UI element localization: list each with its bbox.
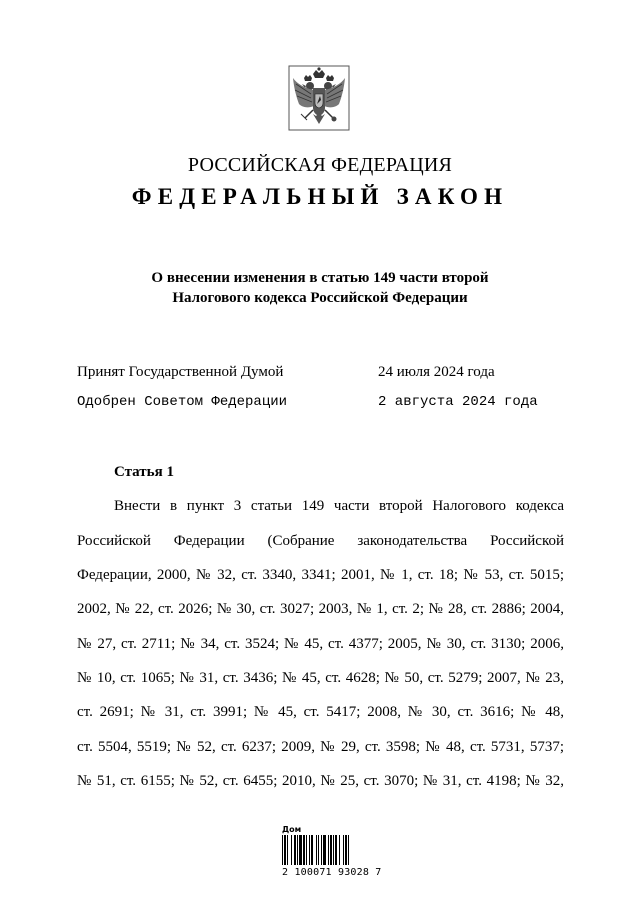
article-body-line: Внести в пункт 3 статьи 149 части второй Налогового кодекса: [114, 498, 564, 514]
barcode-top-label: Дом: [282, 825, 302, 834]
article-body-line: № 51, ст. 6155; № 52, ст. 6455; 2010, № 25, ст. 3070; № 31, ст. 4198; № 32,: [77, 773, 564, 789]
article-body-line: № 27, ст. 2711; № 34, ст. 3524; № 45, ст. 4377; 2005, № 30, ст. 3130; 2006,: [77, 636, 564, 652]
barcode: [282, 825, 382, 880]
article-body-line: ст. 2691; № 31, ст. 3991; № 45, ст. 5417; 2008, № 30, ст. 3616; № 48,: [77, 704, 564, 720]
article-body-line: Российской Федерации (Собрание законодательства Российской: [77, 533, 564, 549]
article-body-line: № 10, ст. 1065; № 31, ст. 3436; № 45, ст. 4628; № 50, ст. 5279; 2007, № 23,: [77, 670, 564, 686]
duma-adoption-date: 24 июля 2024 года: [378, 364, 495, 380]
barcode-bars-icon: [282, 835, 376, 865]
duma-adoption-label: Принят Государственной Думой: [77, 364, 284, 380]
law-subject-line: Налогового кодекса Российской Федерации: [172, 290, 468, 306]
country-title: РОССИЙСКАЯ ФЕДЕРАЦИЯ: [187, 154, 453, 176]
council-approval-date: 2 августа 2024 года: [378, 394, 538, 410]
article-body-line: ст. 5504, 5519; № 52, ст. 6237; 2009, № 29, ст. 3598; № 48, ст. 5731, 5737;: [77, 739, 564, 755]
article-body-line: 2002, № 22, ст. 2026; № 30, ст. 3027; 2003, № 1, ст. 2; № 28, ст. 2886; 2004,: [77, 601, 564, 617]
law-subject: [0, 268, 640, 308]
barcode-number: 2 100071 93028 7: [282, 867, 382, 878]
document-type-title: ФЕДЕРАЛЬНЫЙ ЗАКОН: [131, 184, 509, 209]
article-title: Статья 1: [114, 464, 174, 480]
russian-coat-of-arms-icon: [287, 64, 351, 134]
article-body-line: Федерации, 2000, № 32, ст. 3340, 3341; 2001, № 1, ст. 18; № 53, ст. 5015;: [77, 567, 564, 583]
law-subject-line: О внесении изменения в статью 149 части второй: [151, 270, 489, 286]
council-approval-label: Одобрен Советом Федерации: [77, 394, 288, 410]
